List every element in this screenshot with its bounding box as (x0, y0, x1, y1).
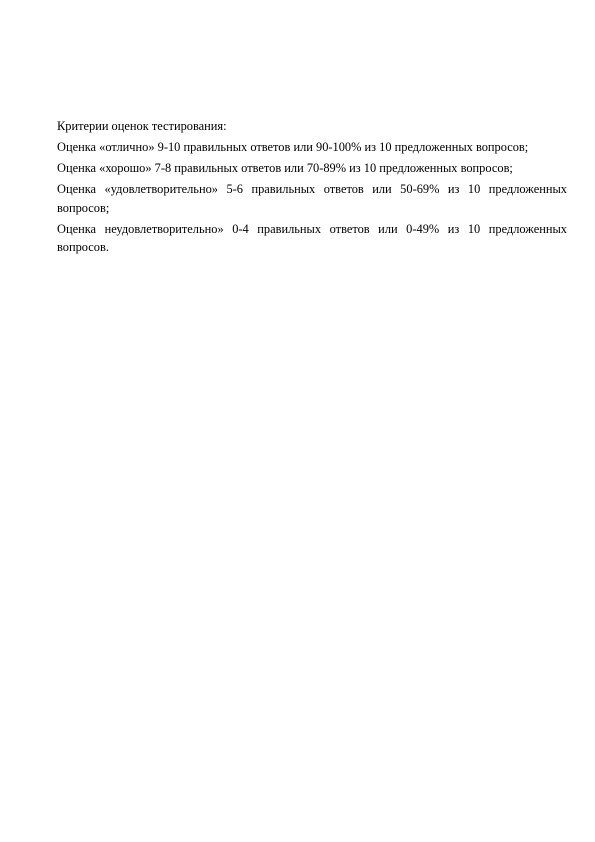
criterion-excellent: Оценка «отлично» 9-10 правильных ответов или 90-100% из 10 предложенных вопросов; (57, 140, 529, 154)
document-body (57, 117, 567, 259)
criteria-heading: Критерии оценок тестирования: (57, 119, 227, 133)
criterion-good: Оценка «хорошо» 7-8 правильных ответов или 70-89% из 10 предложенных вопросов; (57, 161, 513, 175)
criterion-unsatisfactory: Оценка неудовлетворительно» 0-4 правильных ответов или 0-49% из 10 предложенных вопросов. (57, 221, 567, 254)
criterion-satisfactory: Оценка «удовлетворительно» 5-6 правильных ответов или 50-69% из 10 предложенных вопросов; (57, 182, 567, 215)
